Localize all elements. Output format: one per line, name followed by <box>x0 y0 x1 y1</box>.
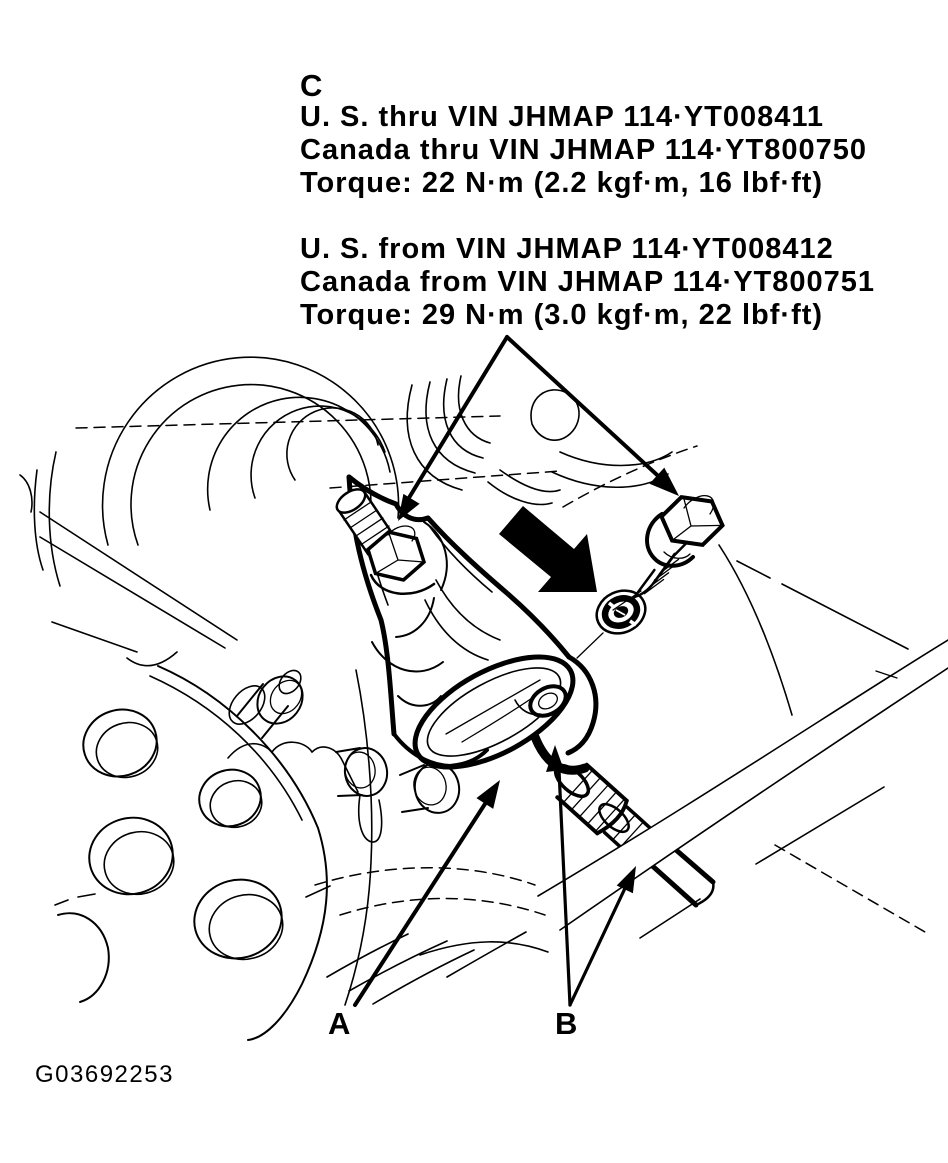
spec-1-line-1: U. S. thru VIN JHMAP 114·YT008411 <box>300 101 825 133</box>
callout-a-label: A <box>328 1006 351 1041</box>
callout-b-label: B <box>555 1006 578 1041</box>
flywheel <box>55 652 330 1040</box>
spec-2-line-1: U. S. from VIN JHMAP 114·YT008412 <box>300 233 834 265</box>
coiled-hose <box>407 376 672 504</box>
leader-a <box>355 790 494 1005</box>
figure-id: G03692253 <box>35 1061 174 1088</box>
spec-1-line-2: Canada thru VIN JHMAP 114·YT800750 <box>300 134 867 166</box>
left-edge-lines <box>20 452 237 652</box>
hidden-dashed-lines <box>76 416 697 507</box>
install-direction-arrow <box>499 506 597 592</box>
leader-c-left <box>404 337 507 506</box>
spec-block-1 <box>300 101 867 200</box>
spec-2-line-2: Canada from VIN JHMAP 114·YT800751 <box>300 266 876 298</box>
frame-edge-band <box>538 640 948 938</box>
bolt-c <box>634 496 722 597</box>
callout-c-label: C <box>300 68 323 103</box>
arrowhead-a <box>476 780 500 809</box>
spec-1-line-3: Torque: 22 N·m (2.2 kgf·m, 16 lbf·ft) <box>300 167 824 199</box>
spec-block-2 <box>300 233 875 332</box>
spec-2-line-3: Torque: 29 N·m (3.0 kgf·m, 22 lbf·ft) <box>300 299 824 331</box>
